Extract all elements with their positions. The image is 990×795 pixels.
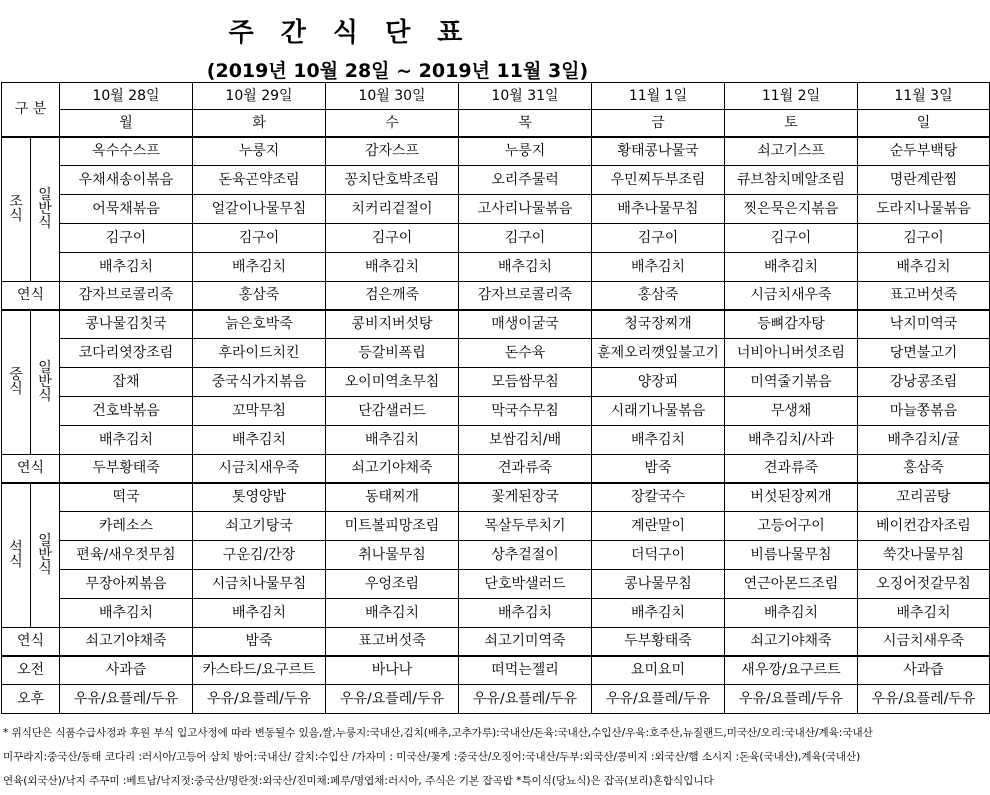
menu-cell: 카레소스: [60, 512, 193, 541]
weekday-header: 화: [193, 110, 326, 137]
meal-label: 중 식: [2, 310, 31, 455]
menu-cell: 배추김치: [459, 253, 592, 282]
menu-cell: 막국수무침: [459, 397, 592, 426]
menu-cell: 미역줄기볶음: [725, 368, 858, 397]
menu-cell: 배추나물무침: [592, 195, 725, 224]
footnotes: [3, 721, 988, 793]
footnote-line: * 위식단은 식품수급사정과 후원 부식 입고사정에 따라 변동될수 있음,쌀,누룽지:국내산,김치(배추,고추가루):국내산/돈육:국내산,수입산/우육:호주산,뉴질랜드,미국산/오리:국내산/계육:국내산: [3, 727, 873, 739]
menu-cell: 쇠고기스프: [725, 137, 858, 166]
menu-cell: 늙은호박죽: [193, 310, 326, 339]
date-header: 10월 30일: [326, 83, 459, 110]
soft-diet-label: 연식: [2, 455, 60, 483]
menu-cell: 우채새송이볶음: [60, 166, 193, 195]
menu-cell: 고등어구이: [725, 512, 858, 541]
snack-cell: 떠먹는젤리: [459, 656, 592, 685]
menu-cell: 모듬쌈무침: [459, 368, 592, 397]
menu-cell: 콩나물김칫국: [60, 310, 193, 339]
soft-diet-label: 연식: [2, 282, 60, 310]
menu-cell: 큐브참치메알조림: [725, 166, 858, 195]
menu-cell: 김구이: [459, 224, 592, 253]
snack-cell: 우유/요플레/두유: [459, 685, 592, 714]
menu-cell: 김구이: [60, 224, 193, 253]
menu-cell: 계란말이: [592, 512, 725, 541]
menu-cell: 단호박샐러드: [459, 570, 592, 599]
menu-cell: 꼬막무침: [193, 397, 326, 426]
menu-cell: 쑥갓나물무침: [858, 541, 990, 570]
menu-cell: 무생채: [725, 397, 858, 426]
weekday-header: 금: [592, 110, 725, 137]
menu-cell: 김구이: [725, 224, 858, 253]
weekly-menu-table: [1, 82, 990, 714]
soft-diet-cell: 홍삼죽: [592, 282, 725, 310]
weekday-header: 수: [326, 110, 459, 137]
menu-cell: 단감샐러드: [326, 397, 459, 426]
menu-cell: 누룽지: [193, 137, 326, 166]
menu-cell: 배추김치: [858, 599, 990, 628]
menu-cell: 마늘쫑볶음: [858, 397, 990, 426]
date-header: 11월 2일: [725, 83, 858, 110]
menu-cell: 옥수수스프: [60, 137, 193, 166]
soft-diet-cell: 밤죽: [592, 455, 725, 483]
snack-cell: 우유/요플레/두유: [725, 685, 858, 714]
menu-cell: 배추김치: [60, 426, 193, 455]
menu-cell: 목살두루치기: [459, 512, 592, 541]
menu-cell: 돈수육: [459, 339, 592, 368]
menu-cell: 배추김치: [725, 599, 858, 628]
menu-cell: 배추김치: [326, 426, 459, 455]
date-range: (2019년 10월 28일 ~ 2019년 11월 3일): [206, 60, 589, 82]
menu-cell: 등뼈감자탕: [725, 310, 858, 339]
menu-cell: 보쌈김치/배: [459, 426, 592, 455]
menu-cell: 배추김치: [193, 426, 326, 455]
menu-cell: 시래기나물볶음: [592, 397, 725, 426]
menu-cell: 강낭콩조림: [858, 368, 990, 397]
snack-cell: 우유/요플레/두유: [60, 685, 193, 714]
menu-cell: 건호박볶음: [60, 397, 193, 426]
snack-cell: 요미요미: [592, 656, 725, 685]
snack-cell: 우유/요플레/두유: [858, 685, 990, 714]
menu-cell: 배추김치: [592, 426, 725, 455]
menu-cell: 떡국: [60, 483, 193, 512]
menu-cell: 김구이: [592, 224, 725, 253]
menu-cell: 베이컨감자조림: [858, 512, 990, 541]
menu-cell: 우민찌두부조림: [592, 166, 725, 195]
menu-cell: 중국식가지볶음: [193, 368, 326, 397]
menu-cell: 동태찌개: [326, 483, 459, 512]
menu-cell: 오리주물럭: [459, 166, 592, 195]
menu-cell: 배추김치: [60, 599, 193, 628]
menu-cell: 너비아니버섯조림: [725, 339, 858, 368]
date-header: 10월 28일: [60, 83, 193, 110]
menu-cell: 버섯된장찌개: [725, 483, 858, 512]
diet-type-label: 일 반 식: [31, 137, 60, 282]
soft-diet-cell: 견과류죽: [459, 455, 592, 483]
soft-diet-cell: 시금치새우죽: [725, 282, 858, 310]
soft-diet-cell: 홍삼죽: [193, 282, 326, 310]
soft-diet-label: 연식: [2, 628, 60, 656]
menu-cell: 꽃게된장국: [459, 483, 592, 512]
soft-diet-cell: 쇠고기야채죽: [326, 455, 459, 483]
weekday-header: 일: [858, 110, 990, 137]
page-title: 주 간 식 단 표: [228, 18, 472, 48]
menu-cell: 쇠고기탕국: [193, 512, 326, 541]
snack-cell: 카스타드/요구르트: [193, 656, 326, 685]
soft-diet-cell: 쇠고기야채죽: [60, 628, 193, 656]
snack-cell: 바나나: [326, 656, 459, 685]
menu-cell: 톳영양밥: [193, 483, 326, 512]
menu-cell: 명란계란찜: [858, 166, 990, 195]
snack-cell: 우유/요플레/두유: [193, 685, 326, 714]
snack-cell: 새우깡/요구르트: [725, 656, 858, 685]
date-header: 11월 3일: [858, 83, 990, 110]
menu-cell: 순두부백탕: [858, 137, 990, 166]
menu-cell: 양장피: [592, 368, 725, 397]
menu-cell: 잡채: [60, 368, 193, 397]
soft-diet-cell: 시금치새우죽: [193, 455, 326, 483]
menu-cell: 황태콩나물국: [592, 137, 725, 166]
soft-diet-cell: 홍삼죽: [858, 455, 990, 483]
footnote-line: 연육(외국산)/낙지 주꾸미 :베트남/낙지젓:중국산/명란젓:외국산/진미채:페루/명엽채:러시아, 주식은 기본 잡곡밥 *특이식(당뇨식)은 잡곡(보리)혼합식입니다: [3, 775, 714, 787]
soft-diet-cell: 두부황태죽: [60, 455, 193, 483]
menu-cell: 우엉조림: [326, 570, 459, 599]
menu-cell: 치커리겉절이: [326, 195, 459, 224]
soft-diet-cell: 밤죽: [193, 628, 326, 656]
menu-cell: 도라지나물볶음: [858, 195, 990, 224]
meal-label: 석 식: [2, 483, 31, 628]
menu-cell: 찟은묵은지볶음: [725, 195, 858, 224]
menu-cell: 장칼국수: [592, 483, 725, 512]
menu-cell: 연근아몬드조림: [725, 570, 858, 599]
soft-diet-cell: 검은깨죽: [326, 282, 459, 310]
date-header: 11월 1일: [592, 83, 725, 110]
menu-cell: 배추김치: [60, 253, 193, 282]
menu-cell: 더덕구이: [592, 541, 725, 570]
date-header: 10월 29일: [193, 83, 326, 110]
soft-diet-cell: 시금치새우죽: [858, 628, 990, 656]
menu-cell: 콩비지버섯탕: [326, 310, 459, 339]
menu-cell: 배추김치: [725, 253, 858, 282]
soft-diet-cell: 견과류죽: [725, 455, 858, 483]
menu-cell: 고사리나물볶음: [459, 195, 592, 224]
snack-cell: 우유/요플레/두유: [592, 685, 725, 714]
soft-diet-cell: 표고버섯죽: [858, 282, 990, 310]
menu-cell: 배추김치: [858, 253, 990, 282]
menu-cell: 배추김치: [459, 599, 592, 628]
soft-diet-cell: 감자브로콜리죽: [459, 282, 592, 310]
diet-type-label: 일 반 식: [31, 310, 60, 455]
meal-label: 조 식: [2, 137, 31, 282]
menu-cell: 매생이굴국: [459, 310, 592, 339]
menu-cell: 낙지미역국: [858, 310, 990, 339]
menu-cell: 얼갈이나물무침: [193, 195, 326, 224]
weekday-header: 토: [725, 110, 858, 137]
menu-cell: 배추김치: [592, 599, 725, 628]
menu-cell: 배추김치/사과: [725, 426, 858, 455]
menu-cell: 비름나물무침: [725, 541, 858, 570]
menu-cell: 배추김치: [592, 253, 725, 282]
menu-cell: 콩나물무침: [592, 570, 725, 599]
soft-diet-cell: 감자브로콜리죽: [60, 282, 193, 310]
menu-cell: 배추김치: [326, 599, 459, 628]
menu-cell: 후라이드치킨: [193, 339, 326, 368]
menu-cell: 김구이: [858, 224, 990, 253]
soft-diet-cell: 두부황태죽: [592, 628, 725, 656]
footnote-line: 미꾸라지:중국산/동태 코다리 :러시아/고등어 삼치 방어:국내산/ 갈치:수입산 /가자미 : 미국산/꽃게 :중국산/오징어:국내산/두부:외국산/콩비지 :외국산/햄 소시지 :돈육(국내산),계육(국내산): [3, 751, 861, 763]
soft-diet-cell: 표고버섯죽: [326, 628, 459, 656]
menu-cell: 배추김치: [193, 599, 326, 628]
menu-cell: 배추김치: [326, 253, 459, 282]
menu-cell: 오이미역초무침: [326, 368, 459, 397]
diet-type-label: 일 반 식: [31, 483, 60, 628]
weekday-header: 목: [459, 110, 592, 137]
menu-cell: 청국장찌개: [592, 310, 725, 339]
date-header: 10월 31일: [459, 83, 592, 110]
menu-cell: 당면불고기: [858, 339, 990, 368]
soft-diet-cell: 쇠고기미역죽: [459, 628, 592, 656]
menu-cell: 편육/새우젓무침: [60, 541, 193, 570]
snack-cell: 사과즙: [858, 656, 990, 685]
menu-cell: 취나물무침: [326, 541, 459, 570]
menu-cell: 오징어젓갈무침: [858, 570, 990, 599]
menu-cell: 무장아찌볶음: [60, 570, 193, 599]
menu-cell: 시금치나물무침: [193, 570, 326, 599]
menu-cell: 꼬리곰탕: [858, 483, 990, 512]
menu-cell: 미트볼피망조림: [326, 512, 459, 541]
snack-cell: 우유/요플레/두유: [326, 685, 459, 714]
menu-cell: 김구이: [326, 224, 459, 253]
category-header: 구 분: [2, 83, 60, 137]
menu-cell: 훈제오리깻잎불고기: [592, 339, 725, 368]
menu-cell: 꽁치단호박조림: [326, 166, 459, 195]
snack-label: 오전: [2, 656, 60, 685]
soft-diet-cell: 쇠고기야채죽: [725, 628, 858, 656]
menu-cell: 등갈비폭립: [326, 339, 459, 368]
menu-cell: 코다리엿장조림: [60, 339, 193, 368]
menu-cell: 돈육곤약조림: [193, 166, 326, 195]
menu-cell: 배추김치: [193, 253, 326, 282]
menu-cell: 어묵채볶음: [60, 195, 193, 224]
menu-cell: 김구이: [193, 224, 326, 253]
menu-cell: 감자스프: [326, 137, 459, 166]
snack-cell: 사과즙: [60, 656, 193, 685]
menu-cell: 누룽지: [459, 137, 592, 166]
menu-cell: 구운김/간장: [193, 541, 326, 570]
menu-cell: 배추김치/귤: [858, 426, 990, 455]
menu-cell: 상추겉절이: [459, 541, 592, 570]
snack-label: 오후: [2, 685, 60, 714]
weekday-header: 월: [60, 110, 193, 137]
